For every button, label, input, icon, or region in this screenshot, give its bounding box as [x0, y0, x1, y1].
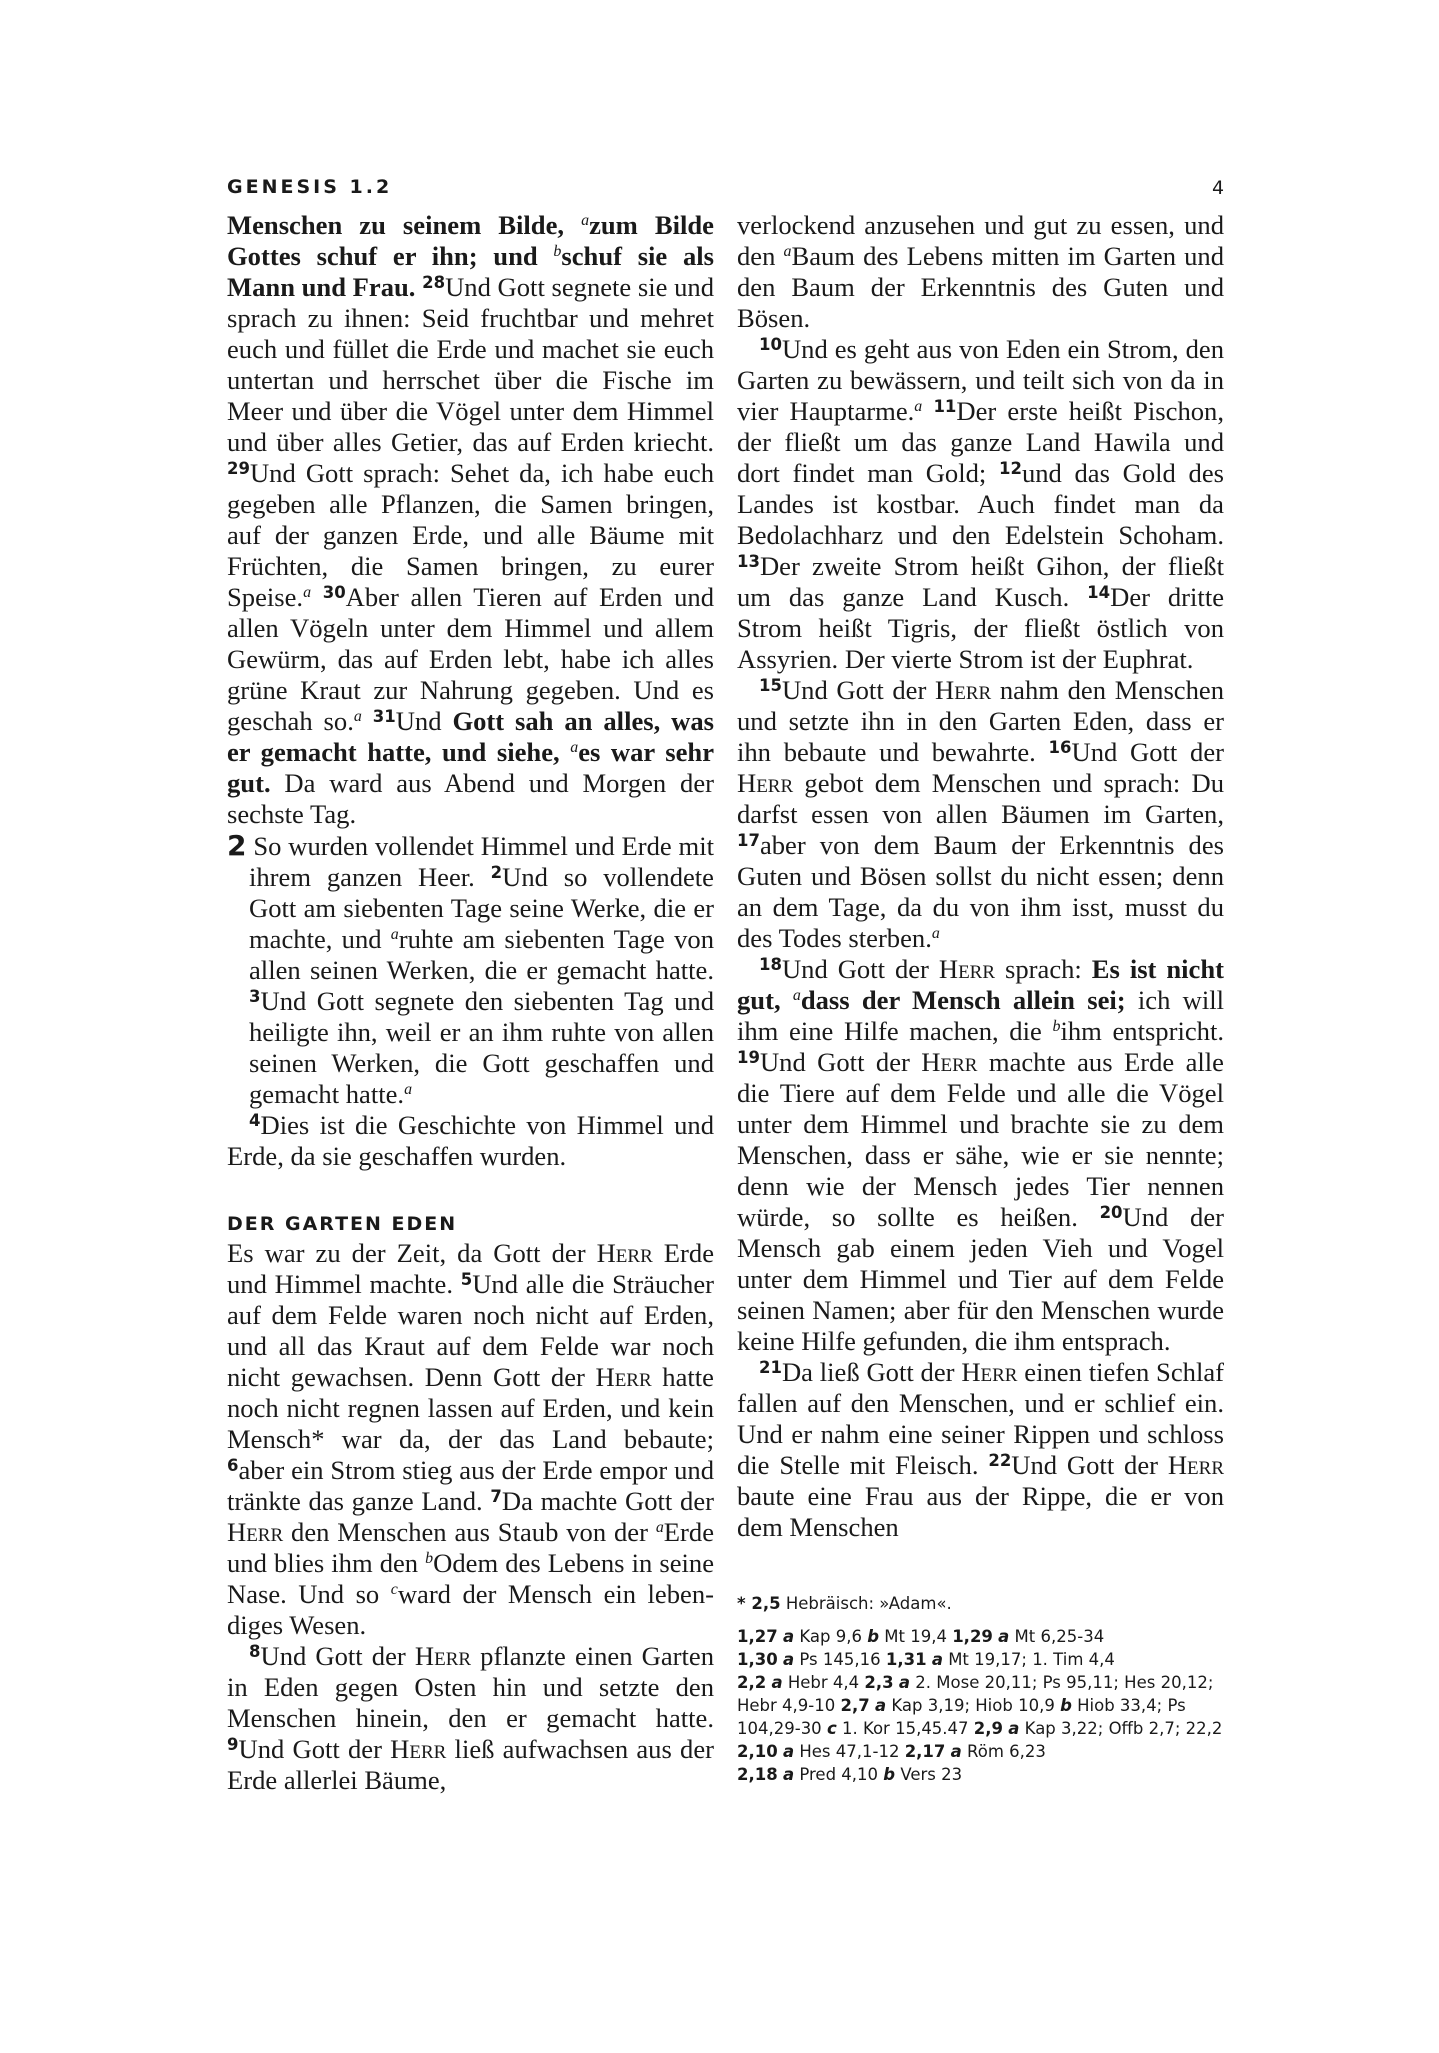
verse-text: Der erste heißt Pischon, der fließt um das ganze Land Hawila und dort findet man Gold; [737, 396, 1224, 488]
note-letter: a [998, 1627, 1010, 1646]
verse-text: Aber allen Tieren auf Erden und allen Vögeln unter dem Himmel und allem Gewürm, das auf Erden lebt, habe ich alles grüne Kraut zur Nahrung gegeben. Und es geschah so. [227, 582, 714, 736]
note-letter: a [931, 1650, 943, 1669]
divine-name: Herr [961, 1357, 1018, 1387]
note-letter: c [826, 1719, 837, 1738]
paragraph [227, 1110, 714, 1172]
verse-text: Und Gott der [759, 1047, 922, 1077]
note-text: 1. Kor 15,45.47 [836, 1719, 974, 1738]
verse-text: baute eine Frau aus der Rippe, die er von dem Menschen [737, 1481, 1224, 1542]
verse-number: 21 [759, 1357, 782, 1377]
note-letter: a [771, 1673, 783, 1692]
verse-text: Es war zu der Zeit, da Gott der [227, 1238, 597, 1268]
note-ref: 1,29 [952, 1627, 993, 1646]
verse-text: Der dritte Strom heißt Tigris, der fließt östlich von Assyrien. Der vierte Strom ist der Euphrat. [737, 582, 1225, 674]
paragraph [227, 1641, 714, 1796]
verse-text: und das Gold des Landes ist kostbar. Auch findet man da Bedolachharz und den Edelstein Schoham. [737, 458, 1224, 550]
verse-text: Und [395, 706, 453, 736]
verse-text: Odem des Lebens in seine Nase. Und so [227, 1548, 714, 1609]
verse-number: 28 [422, 272, 446, 292]
verse-number: 30 [322, 582, 346, 602]
note-letter: a [950, 1742, 962, 1761]
note-letter: b [883, 1765, 896, 1784]
footnote-marker[interactable]: a [570, 739, 579, 757]
cross-reference [737, 1671, 1224, 1763]
divine-name: Herr [390, 1734, 447, 1764]
verse-number: 9 [227, 1734, 239, 1754]
verse-text: ruhte am siebenten Tage von allen seinen Werken, die er gemacht hatte. [249, 924, 714, 985]
note-text: Röm 6,23 [961, 1742, 1046, 1761]
footnote-marker[interactable]: a [353, 708, 362, 726]
note-text: Hes 47,1-12 [794, 1742, 905, 1761]
paragraph [737, 210, 1224, 334]
footnote-marker[interactable]: b [1052, 1018, 1061, 1036]
verse-text: Und Gott der [1011, 1450, 1168, 1480]
footnote-marker[interactable]: a [792, 987, 801, 1005]
note-text: Mt 19,17; 1. Tim 4,4 [942, 1650, 1115, 1669]
note-letter: a [898, 1673, 911, 1692]
note-ref: 2,2 [737, 1673, 767, 1692]
verse-text: Und Gott der [260, 1641, 415, 1671]
note-letter: a [874, 1696, 887, 1715]
note-letter: a [1008, 1719, 1020, 1738]
paragraph [737, 334, 1224, 675]
right-column [737, 210, 1224, 1543]
verse-text: Erde und Himmel machte. [227, 1238, 714, 1299]
footnote-marker[interactable]: a [783, 243, 792, 261]
divine-name: Herr [935, 675, 992, 705]
verse-text: gebot dem Menschen und sprach: Du darfst essen von allen Bäumen im Garten, [737, 768, 1224, 829]
note-text: Kap 3,22; Offb 2,7; 22,2 [1019, 1719, 1223, 1738]
paragraph [737, 675, 1224, 954]
verse-text: machte aus Erde alle die Tiere auf dem Felde und alle die Vögel unter dem Himmel und brachte sie zu dem Menschen, dass er sähe, wie er sie nennte; denn wie der Mensch jedes Tier nennen würde, so sollte es heißen. [737, 1047, 1224, 1232]
footnote-marker[interactable]: a [655, 1519, 664, 1537]
note-text: Vers 23 [895, 1765, 963, 1784]
note-ref: 2,3 [864, 1673, 894, 1692]
verse-text: Und es geht aus von Eden ein Strom, den Garten zu bewässern, und teilt sich von da in vier Hauptarme. [737, 334, 1224, 426]
emphasis-text: es war sehr gut. [227, 737, 714, 798]
note-letter: b [1060, 1696, 1072, 1715]
verse-number: 6 [227, 1455, 239, 1475]
paragraph [737, 954, 1224, 1357]
verse-text: Und der Mensch gab einem jeden Vieh und Vogel unter dem Himmel und Tier auf dem Felde seinen Namen; aber für den Menschen wurde keine Hilfe gefunden, die ihm entsprach. [737, 1202, 1224, 1356]
verse-number: 3 [249, 986, 261, 1006]
verse-text: aber von dem Baum der Erkenntnis des Guten und Bösen sollst du nicht essen; denn an dem Tage, da du von ihm isst, musst du des Todes sterben. [737, 830, 1224, 953]
note-text: Mt 6,25-34 [1009, 1627, 1105, 1646]
divine-name: Herr [414, 1641, 472, 1671]
verse-number: 11 [933, 396, 957, 416]
verse-text: Da ließ Gott der [781, 1357, 962, 1387]
divine-name: Herr [737, 768, 794, 798]
verse-number: 13 [737, 551, 760, 571]
verse-text: Der zweite Strom heißt Gihon, der fließt um das ganze Land Kusch. [737, 551, 1224, 612]
verse-text: hatte noch nicht regnen lassen auf Erden, und kein Mensch* war da, der das Land bebaute; [227, 1362, 714, 1454]
note-ref: 2,9 [973, 1719, 1004, 1738]
note-text: Pred 4,10 [794, 1765, 884, 1784]
verse-text: Da ward aus Abend und Morgen der sechste Tag. [227, 768, 714, 829]
verse-text: aber ein Strom stieg aus der Erde empor und tränkte das ganze Land. [227, 1455, 714, 1516]
verse-number: 19 [737, 1047, 760, 1067]
verse-text: ward der Mensch ein lebendiges Wesen. [227, 1579, 714, 1640]
note-text: 2. Mose 20,11; Ps 95,11; Hes 20,12; Hebr 4,9-10 [737, 1673, 1214, 1715]
verse-text: nahm den Menschen und setzte ihn in den Garten Eden, dass er ihn bebaute und bewahrte. [737, 675, 1224, 767]
cross-reference [737, 1763, 1224, 1786]
verse-text: Dies ist die Geschichte von Himmel und Erde, da sie geschaffen wurden. [227, 1110, 714, 1171]
note-letter: a [782, 1627, 795, 1646]
verse-text: Und Gott der [1071, 737, 1224, 767]
verse-text: Und Gott segnete den siebenten Tag und heiligte ihn, weil er an ihm ruhte von allen seinen Werken, die Gott geschaffen und gemacht hatte. [249, 986, 714, 1109]
section-heading: DER GARTEN EDEN [227, 1213, 458, 1235]
divine-name: Herr [595, 1362, 652, 1392]
note-ref: * 2,5 [737, 1594, 781, 1613]
divine-name: Herr [938, 954, 996, 984]
footnote-marker[interactable]: a [931, 925, 940, 943]
verse-number: 20 [1099, 1202, 1123, 1222]
verse-text: einen tiefen Schlaf fallen auf den Menschen, und er schlief ein. Und er nahm eine seiner Rippen und schloss die Stelle mit Fleisch. [737, 1357, 1224, 1480]
page-number: 4 [1212, 177, 1225, 199]
note-text: Mt 19,4 [879, 1627, 953, 1646]
verse-number: 31 [372, 706, 396, 726]
footnote-marker[interactable]: a [581, 212, 590, 230]
verse-number: 7 [490, 1486, 502, 1506]
note-letter: a [782, 1650, 795, 1669]
emphasis-text: Gott sah an alles, was er gemacht hatte, und siehe, [227, 706, 715, 767]
verse-text: Baum des Lebens mitten im Garten und den Baum der Erkenntnis des Guten und Bösen. [737, 241, 1224, 333]
verse-text: ließ aufwachsen aus der Erde allerlei Bäume, [227, 1734, 714, 1795]
emphasis-text: schuf sie als Mann und Frau. [227, 241, 714, 302]
note-ref: 2,7 [840, 1696, 870, 1715]
verse-number: 17 [737, 830, 760, 850]
paragraph [227, 210, 714, 830]
verse-number: 12 [998, 458, 1022, 478]
note-letter: a [782, 1765, 795, 1784]
verse-text: Und Gott sprach: Sehet da, ich habe euch gegeben alle Pflanzen, die Samen bringen, auf der ganzen Erde, und alle Bäume mit Früchten, die Samen bringen, zu eurer Speise. [227, 458, 714, 612]
verse-number: 10 [759, 334, 782, 354]
paragraph [227, 830, 714, 1110]
footnote-marker[interactable]: a [914, 398, 923, 416]
note-text: Kap 3,19; Hiob 10,9 [886, 1696, 1061, 1715]
verse-text: So wurden vollendet Himmel und Erde mit ihrem ganzen Heer. [249, 831, 714, 892]
left-column [227, 210, 714, 1796]
divine-name: Herr [227, 1517, 284, 1547]
verse-text: verlockend anzusehen und gut zu essen, und den [737, 210, 1224, 271]
verse-number: 4 [249, 1110, 261, 1130]
verse-text: Und Gott der [238, 1734, 391, 1764]
paragraph [737, 1357, 1224, 1543]
footnote-marker[interactable]: c [390, 1581, 398, 1599]
divine-name: Herr [921, 1047, 978, 1077]
footnote-marker[interactable]: b [553, 243, 562, 261]
verse-text: Und Gott der [781, 954, 939, 984]
note-ref: 2,10 [737, 1742, 778, 1761]
footnote-marker[interactable]: b [425, 1550, 434, 1568]
divine-name: Herr [596, 1238, 653, 1268]
paragraph [227, 1238, 714, 1641]
footnote-marker[interactable]: a [404, 1081, 413, 1099]
divine-name: Herr [1167, 1450, 1225, 1480]
note-text: Hebr 4,4 [782, 1673, 865, 1692]
verse-text: Und alle die Sträucher auf dem Felde waren noch nicht auf Erden, und all das Kraut auf dem Felde war noch nicht gewachsen. Denn Gott der [227, 1269, 714, 1392]
verse-number: 8 [249, 1641, 261, 1661]
verse-number: 15 [759, 675, 782, 695]
verse-text: Da machte Gott der [501, 1486, 714, 1516]
verse-number: 2 [490, 862, 503, 882]
note-text: Hiob 33,4; Ps 104,29-30 [737, 1696, 1186, 1738]
note-letter: b [867, 1627, 880, 1646]
verse-text: den Menschen aus Staub von der [283, 1517, 656, 1547]
note-ref: 2,18 [737, 1765, 778, 1784]
verse-text: Und Gott der [781, 675, 936, 705]
chapter-number: 2 [227, 829, 247, 862]
verse-text: sprach: [995, 954, 1092, 984]
footnote [737, 1592, 1224, 1615]
verse-text: pflanzte einen Garten in Eden gegen Osten hin und setzte den Menschen hinein, den er gemacht hatte. [227, 1641, 715, 1733]
cross-reference [737, 1648, 1224, 1671]
note-ref: 2,17 [904, 1742, 946, 1761]
footnote-marker[interactable]: a [390, 926, 399, 944]
verse-number: 18 [759, 954, 782, 974]
note-letter: a [782, 1742, 795, 1761]
verse-number: 14 [1087, 582, 1111, 602]
emphasis-text: dass der Mensch allein sei; [800, 985, 1126, 1015]
verse-number: 5 [460, 1269, 473, 1289]
footnotes [737, 1592, 1224, 1786]
verse-text: Und so vollendete Gott am siebenten Tage seine Werke, die er machte, und [249, 862, 714, 954]
running-head: GENESIS 1.2 [227, 176, 393, 198]
emphasis-text: Menschen zu seinem Bilde, [227, 210, 582, 240]
verse-number: 16 [1048, 737, 1072, 757]
note-text: Hebräisch: »Adam«. [780, 1594, 952, 1613]
note-ref: 1,27 [737, 1627, 778, 1646]
verse-number: 22 [988, 1450, 1012, 1470]
note-ref: 1,30 [737, 1650, 778, 1669]
cross-reference [737, 1625, 1224, 1648]
emphasis-text: Es ist nicht gut, [737, 954, 1224, 1015]
verse-text: ihm entspricht. [1060, 1016, 1224, 1046]
verse-number: 29 [227, 458, 250, 478]
footnote-marker[interactable]: a [303, 584, 312, 602]
verse-text: ich will ihm eine Hilfe machen, die [737, 985, 1224, 1046]
note-text: Kap 9,6 [794, 1627, 868, 1646]
verse-text: Erde und blies ihm den [227, 1517, 714, 1578]
verse-text: Und Gott segnete sie und sprach zu ihnen: Seid fruchtbar und mehret euch und füllet die Erde und machet sie euch untertan und herrschet über die Fische im Meer und über die Vögel unter dem Himmel und über alles Getier, das auf Erden kriecht. [227, 272, 714, 457]
note-text: Ps 145,16 [794, 1650, 886, 1669]
emphasis-text: zum Bilde Gottes schuf er ihn; und [227, 210, 714, 271]
note-ref: 1,31 [885, 1650, 927, 1669]
